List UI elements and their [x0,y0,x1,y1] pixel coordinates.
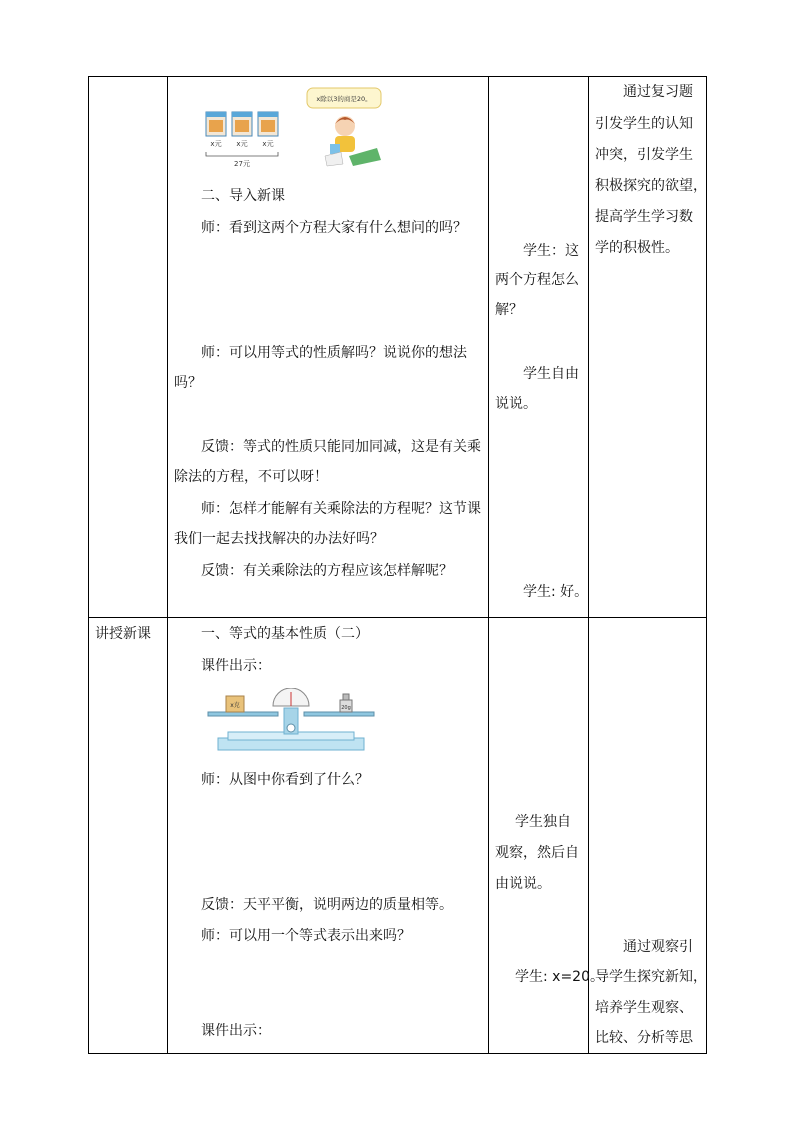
teacher-line: 师：怎样才能解有关乘除法的方程呢？这节课 [201,501,481,517]
row-divider [88,617,707,618]
box-weight-label: x克 [230,702,240,709]
teacher-line: 我们一起去找找解决的办法好吗？ [174,531,384,547]
weight-knob [343,694,349,700]
student-activity: 两个方程怎么 [495,272,579,288]
student-activity: 学生自由 [523,366,579,382]
teacher-line: 师：从图中你看到了什么？ [201,772,369,788]
scale-pivot [287,724,295,732]
books-price-figure [200,108,290,172]
feedback-line: 反馈：天平平衡，说明两边的质量相等。 [201,897,453,913]
design-intent: 引发学生的认知 [595,116,693,132]
balance-scale-figure [206,688,376,754]
student-activity: 说说。 [495,396,537,412]
table-border-bottom [88,1053,707,1054]
student-activity: 观察，然后自 [495,845,579,861]
student-activity: 学生: x=20。 [515,969,604,985]
column-divider-2 [488,76,489,1054]
total-price-label: 27元 [234,160,250,168]
stage-label: 讲授新课 [95,626,151,642]
feedback-line: 反馈：有关乘除法的方程应该怎样解呢？ [201,563,453,579]
book-price-label: x元 [236,140,248,148]
courseware-label: 课件出示： [201,658,271,674]
left-pan [208,712,278,716]
book-icon [258,112,278,136]
boy-icon [325,116,381,166]
total-brace [206,152,278,156]
teacher-line: 师：看到这两个方程大家有什么想问的吗？ [201,220,467,236]
book-price-label: x元 [210,140,222,148]
right-pan [304,712,374,716]
student-activity: 学生独自 [515,814,571,830]
courseware-label: 课件出示： [201,1023,271,1039]
design-intent: 冲突，引发学生 [595,147,693,163]
boy-speech-figure [305,86,385,172]
table-border-right [706,76,707,1054]
design-intent: 通过观察引 [623,939,693,955]
speech-bubble-text: x除以3的商是20。 [316,95,372,103]
feedback-line: 除法的方程，不可以呀！ [174,469,328,485]
section-title-import: 二、导入新课 [201,188,285,204]
teacher-line: 师：可以用一个等式表示出来吗？ [201,928,411,944]
design-intent: 培养学生观察、 [595,1000,693,1016]
design-intent: 导学生探究新知， [595,969,707,985]
student-activity: 由说说。 [495,876,551,892]
book-price-label: x元 [262,140,274,148]
design-intent: 积极探究的欲望， [595,178,707,194]
teacher-line: 吗？ [174,375,202,391]
column-divider-3 [588,76,589,1054]
student-activity: 学生：这 [523,243,579,259]
section-title-new: 一、等式的基本性质（二） [201,626,369,642]
teacher-line: 师：可以用等式的性质解吗？说说你的想法 [201,345,467,361]
book-icon [206,112,226,136]
book-icon [232,112,252,136]
column-divider-1 [167,76,168,1054]
table-border-top [88,76,707,77]
table-border-left [88,76,89,1054]
design-intent: 学的积极性。 [595,240,679,256]
design-intent: 比较、分析等思 [595,1030,693,1046]
student-activity: 解？ [495,302,523,318]
weight-label: 20g [341,705,351,711]
student-activity: 学生: 好。 [523,584,589,600]
feedback-line: 反馈：等式的性质只能同加同减，这是有关乘 [201,439,481,455]
design-intent: 通过复习题 [623,84,693,100]
design-intent: 提高学生学习数 [595,209,693,225]
